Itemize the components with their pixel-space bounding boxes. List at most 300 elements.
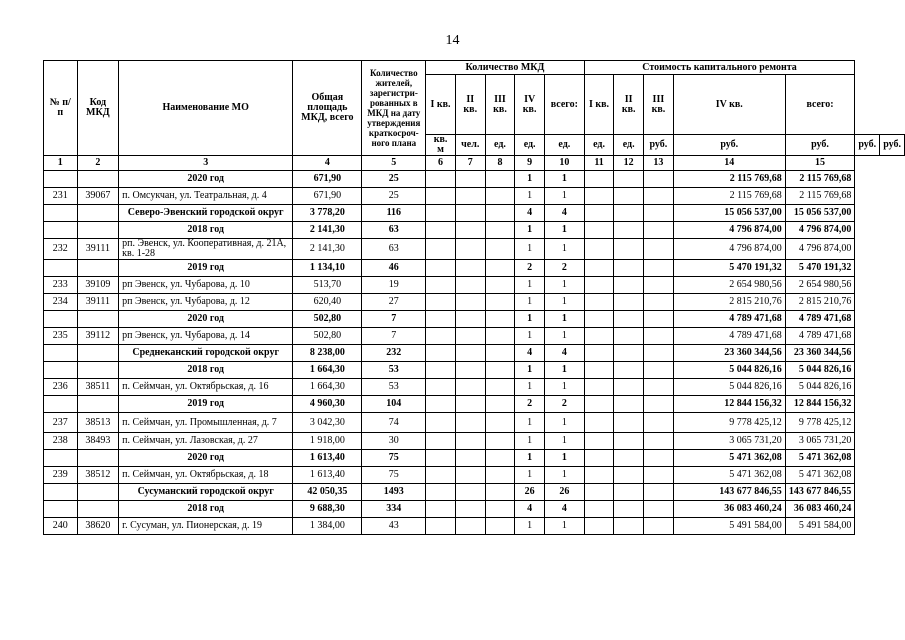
row-residents: 232 [362, 345, 426, 362]
table-row [44, 413, 905, 433]
column-number: 6 [426, 156, 456, 171]
cost-q1 [584, 379, 614, 396]
cost-q4: 143 677 846,55 [673, 484, 785, 501]
cost-q1 [584, 501, 614, 518]
count-q3 [485, 260, 515, 277]
unit-cell: ед. [584, 135, 614, 156]
unit-cell: ед. [544, 135, 584, 156]
cost-q4: 36 083 460,24 [673, 501, 785, 518]
count-total: 2 [544, 260, 584, 277]
cost-q2 [614, 362, 644, 379]
row-area: 3 042,30 [293, 413, 362, 433]
district-total-row [44, 205, 905, 222]
year-subtotal-row [44, 501, 905, 518]
row-area: 502,80 [293, 311, 362, 328]
table-row [44, 239, 905, 260]
year-label: 2018 год [119, 222, 293, 239]
unit-cell: руб. [644, 135, 674, 156]
cost-q3 [644, 484, 674, 501]
blank-cell [44, 260, 78, 277]
row-code: 39109 [77, 277, 119, 294]
row-residents: 104 [362, 396, 426, 413]
row-area: 2 141,30 [293, 222, 362, 239]
row-area: 671,90 [293, 188, 362, 205]
year-subtotal-row [44, 450, 905, 467]
count-total: 1 [544, 294, 584, 311]
capital-repair-table [43, 60, 905, 535]
count-q1 [426, 171, 456, 188]
table-row [44, 328, 905, 345]
blank-cell [77, 484, 119, 501]
cost-total: 5 044 826,16 [785, 362, 855, 379]
cost-q3 [644, 433, 674, 450]
cost-total: 36 083 460,24 [785, 501, 855, 518]
count-q3 [485, 413, 515, 433]
cost-q4: 2 654 980,56 [673, 277, 785, 294]
count-total: 1 [544, 277, 584, 294]
cost-q4: 2 815 210,76 [673, 294, 785, 311]
count-q3 [485, 328, 515, 345]
count-total: 26 [544, 484, 584, 501]
column-number: 8 [485, 156, 515, 171]
cost-q2 [614, 294, 644, 311]
row-residents: 63 [362, 239, 426, 260]
header-num: № п/п [44, 61, 78, 156]
count-q4: 26 [515, 484, 545, 501]
row-number: 233 [44, 277, 78, 294]
cost-q1 [584, 328, 614, 345]
count-q2 [455, 433, 485, 450]
row-area: 513,70 [293, 277, 362, 294]
unit-cell: чел. [455, 135, 485, 156]
cost-total: 23 360 344,56 [785, 345, 855, 362]
count-q3 [485, 433, 515, 450]
count-total: 2 [544, 396, 584, 413]
row-code: 38620 [77, 518, 119, 535]
cost-q4: 5 044 826,16 [673, 379, 785, 396]
count-q1 [426, 239, 456, 260]
count-q4: 1 [515, 518, 545, 535]
cost-total: 2 115 769,68 [785, 188, 855, 205]
blank-cell [77, 501, 119, 518]
cost-total: 5 044 826,16 [785, 379, 855, 396]
count-q1 [426, 311, 456, 328]
cost-q2 [614, 277, 644, 294]
row-area: 9 688,30 [293, 501, 362, 518]
row-residents: 7 [362, 311, 426, 328]
table-row [44, 467, 905, 484]
cost-total: 4 796 874,00 [785, 222, 855, 239]
row-name: п. Омсукчан, ул. Театральная, д. 4 [119, 188, 293, 205]
cost-total: 15 056 537,00 [785, 205, 855, 222]
count-total: 1 [544, 379, 584, 396]
cost-q2 [614, 222, 644, 239]
row-residents: 75 [362, 450, 426, 467]
blank-cell [77, 205, 119, 222]
blank-cell [44, 396, 78, 413]
count-q1 [426, 396, 456, 413]
row-area: 42 050,35 [293, 484, 362, 501]
unit-cell: руб. [785, 135, 855, 156]
header-count-total: всего: [544, 75, 584, 135]
column-number: 7 [455, 156, 485, 171]
count-q2 [455, 467, 485, 484]
count-q2 [455, 328, 485, 345]
row-area: 1 134,10 [293, 260, 362, 277]
year-label: 2018 год [119, 501, 293, 518]
header-count-q4: IV кв. [515, 75, 545, 135]
cost-q2 [614, 467, 644, 484]
cost-q4: 5 044 826,16 [673, 362, 785, 379]
count-q3 [485, 277, 515, 294]
blank-cell [44, 450, 78, 467]
cost-q4: 9 778 425,12 [673, 413, 785, 433]
count-q4: 1 [515, 294, 545, 311]
count-total: 1 [544, 188, 584, 205]
count-q3 [485, 222, 515, 239]
cost-total: 4 789 471,68 [785, 311, 855, 328]
row-area: 1 384,00 [293, 518, 362, 535]
count-q4: 1 [515, 379, 545, 396]
header-count-group: Количество МКД [426, 61, 585, 75]
blank-cell [44, 171, 78, 188]
count-q4: 2 [515, 260, 545, 277]
count-q1 [426, 501, 456, 518]
year-subtotal-row [44, 362, 905, 379]
row-area: 3 778,20 [293, 205, 362, 222]
cost-q4: 4 796 874,00 [673, 239, 785, 260]
unit-cell: руб. [855, 135, 880, 156]
row-number: 237 [44, 413, 78, 433]
cost-q3 [644, 311, 674, 328]
unit-cell: ед. [485, 135, 515, 156]
header-code: Код МКД [77, 61, 119, 156]
header-cost-total: всего: [785, 75, 855, 135]
cost-total: 12 844 156,32 [785, 396, 855, 413]
count-q2 [455, 239, 485, 260]
header-cost-group: Стоимость капитального ремонта [584, 61, 855, 75]
row-residents: 19 [362, 277, 426, 294]
row-residents: 30 [362, 433, 426, 450]
count-q1 [426, 450, 456, 467]
count-q3 [485, 239, 515, 260]
row-residents: 53 [362, 362, 426, 379]
row-area: 1 664,30 [293, 379, 362, 396]
count-total: 4 [544, 501, 584, 518]
row-name: г. Сусуман, ул. Пионерская, д. 19 [119, 518, 293, 535]
blank-cell [44, 222, 78, 239]
row-number: 240 [44, 518, 78, 535]
count-q4: 1 [515, 362, 545, 379]
column-number: 9 [515, 156, 545, 171]
cost-q2 [614, 260, 644, 277]
row-residents: 63 [362, 222, 426, 239]
district-total-row [44, 345, 905, 362]
cost-q1 [584, 518, 614, 535]
header-area: Общая площадь МКД, всего [293, 61, 362, 156]
cost-q1 [584, 188, 614, 205]
row-number: 236 [44, 379, 78, 396]
header-cost-q2: II кв. [614, 75, 644, 135]
row-number: 235 [44, 328, 78, 345]
blank-cell [77, 396, 119, 413]
cost-total: 143 677 846,55 [785, 484, 855, 501]
cost-total: 2 815 210,76 [785, 294, 855, 311]
cost-q3 [644, 205, 674, 222]
table-row [44, 433, 905, 450]
cost-q4: 2 115 769,68 [673, 188, 785, 205]
cost-q1 [584, 294, 614, 311]
cost-q4: 4 796 874,00 [673, 222, 785, 239]
count-q4: 1 [515, 171, 545, 188]
count-q1 [426, 277, 456, 294]
cost-q2 [614, 518, 644, 535]
table-row [44, 294, 905, 311]
cost-q3 [644, 222, 674, 239]
row-number: 238 [44, 433, 78, 450]
count-q4: 2 [515, 396, 545, 413]
count-q1 [426, 484, 456, 501]
cost-q1 [584, 345, 614, 362]
count-q4: 1 [515, 239, 545, 260]
count-q1 [426, 413, 456, 433]
blank-cell [44, 501, 78, 518]
count-total: 1 [544, 328, 584, 345]
count-total: 1 [544, 433, 584, 450]
row-area: 620,40 [293, 294, 362, 311]
row-residents: 27 [362, 294, 426, 311]
cost-q3 [644, 328, 674, 345]
cost-q1 [584, 484, 614, 501]
cost-q1 [584, 277, 614, 294]
cost-total: 5 471 362,08 [785, 467, 855, 484]
table-body [44, 171, 905, 535]
row-area: 1 664,30 [293, 362, 362, 379]
count-q2 [455, 345, 485, 362]
cost-q3 [644, 239, 674, 260]
column-number: 15 [785, 156, 855, 171]
header-residents: Количество жителей, зарегистри-рованных в МКД на дату утверждения краткосроч-ного плана [362, 61, 426, 156]
row-area: 2 141,30 [293, 239, 362, 260]
cost-q4: 2 115 769,68 [673, 171, 785, 188]
row-code: 38513 [77, 413, 119, 433]
cost-q2 [614, 484, 644, 501]
row-number: 234 [44, 294, 78, 311]
cost-q4: 15 056 537,00 [673, 205, 785, 222]
cost-q1 [584, 396, 614, 413]
row-code: 39067 [77, 188, 119, 205]
count-q1 [426, 345, 456, 362]
year-label: 2020 год [119, 171, 293, 188]
count-q4: 1 [515, 450, 545, 467]
cost-q3 [644, 294, 674, 311]
row-code: 38512 [77, 467, 119, 484]
count-q4: 1 [515, 311, 545, 328]
row-residents: 43 [362, 518, 426, 535]
cost-q4: 5 471 362,08 [673, 450, 785, 467]
count-total: 1 [544, 171, 584, 188]
count-q2 [455, 222, 485, 239]
cost-q3 [644, 450, 674, 467]
row-code: 39112 [77, 328, 119, 345]
cost-q2 [614, 413, 644, 433]
page-number: 14 [445, 33, 460, 48]
cost-q1 [584, 260, 614, 277]
count-total: 1 [544, 239, 584, 260]
year-label: 2019 год [119, 260, 293, 277]
header-cost-q3: III кв. [644, 75, 674, 135]
count-q3 [485, 294, 515, 311]
blank-cell [77, 222, 119, 239]
count-q1 [426, 518, 456, 535]
blank-cell [77, 171, 119, 188]
count-q3 [485, 171, 515, 188]
count-q2 [455, 501, 485, 518]
column-number: 5 [362, 156, 426, 171]
row-code: 38511 [77, 379, 119, 396]
cost-q1 [584, 171, 614, 188]
row-residents: 53 [362, 379, 426, 396]
year-label: 2020 год [119, 450, 293, 467]
count-total: 1 [544, 467, 584, 484]
row-number: 239 [44, 467, 78, 484]
count-q3 [485, 188, 515, 205]
count-q2 [455, 484, 485, 501]
blank-cell [44, 484, 78, 501]
count-q2 [455, 518, 485, 535]
cost-q4: 5 491 584,00 [673, 518, 785, 535]
cost-q3 [644, 188, 674, 205]
year-subtotal-row [44, 260, 905, 277]
blank-cell [77, 450, 119, 467]
count-total: 1 [544, 518, 584, 535]
count-q3 [485, 396, 515, 413]
district-name: Сусуманский городской округ [119, 484, 293, 501]
year-subtotal-row [44, 222, 905, 239]
year-subtotal-row [44, 171, 905, 188]
column-number: 4 [293, 156, 362, 171]
cost-q4: 3 065 731,20 [673, 433, 785, 450]
count-total: 4 [544, 205, 584, 222]
count-q4: 1 [515, 188, 545, 205]
cost-q2 [614, 239, 644, 260]
table-row [44, 277, 905, 294]
column-number: 3 [119, 156, 293, 171]
cost-q2 [614, 188, 644, 205]
row-name: рп Эвенск, ул. Чубарова, д. 12 [119, 294, 293, 311]
cost-q1 [584, 467, 614, 484]
row-name: п. Сеймчан, ул. Октябрьская, д. 16 [119, 379, 293, 396]
year-label: 2019 год [119, 396, 293, 413]
count-q1 [426, 260, 456, 277]
count-q4: 4 [515, 205, 545, 222]
unit-cell: ед. [614, 135, 644, 156]
count-q2 [455, 379, 485, 396]
cost-q1 [584, 311, 614, 328]
cost-total: 5 470 191,32 [785, 260, 855, 277]
row-residents: 334 [362, 501, 426, 518]
count-q2 [455, 294, 485, 311]
count-total: 1 [544, 222, 584, 239]
cost-q1 [584, 413, 614, 433]
cost-q4: 4 789 471,68 [673, 311, 785, 328]
count-q2 [455, 277, 485, 294]
row-name: п. Сеймчан, ул. Лазовская, д. 27 [119, 433, 293, 450]
header-count-q2: II кв. [455, 75, 485, 135]
header-count-q1: I кв. [426, 75, 456, 135]
count-q3 [485, 467, 515, 484]
count-q1 [426, 379, 456, 396]
table-row [44, 518, 905, 535]
count-q3 [485, 362, 515, 379]
count-q3 [485, 501, 515, 518]
count-q1 [426, 294, 456, 311]
cost-q3 [644, 501, 674, 518]
cost-q4: 5 471 362,08 [673, 467, 785, 484]
cost-q3 [644, 379, 674, 396]
cost-q2 [614, 396, 644, 413]
cost-q3 [644, 345, 674, 362]
column-number: 10 [544, 156, 584, 171]
cost-q2 [614, 171, 644, 188]
cost-q3 [644, 362, 674, 379]
blank-cell [77, 345, 119, 362]
cost-q3 [644, 171, 674, 188]
count-q3 [485, 205, 515, 222]
row-number: 231 [44, 188, 78, 205]
count-q3 [485, 518, 515, 535]
count-q1 [426, 328, 456, 345]
row-residents: 74 [362, 413, 426, 433]
row-code: 39111 [77, 239, 119, 260]
unit-cell: руб. [880, 135, 905, 156]
column-number: 1 [44, 156, 78, 171]
row-residents: 1493 [362, 484, 426, 501]
count-q4: 1 [515, 277, 545, 294]
row-area: 4 960,30 [293, 396, 362, 413]
table-row [44, 379, 905, 396]
year-subtotal-row [44, 311, 905, 328]
blank-cell [44, 205, 78, 222]
count-total: 1 [544, 311, 584, 328]
unit-cell: кв. м [426, 135, 456, 156]
count-q1 [426, 362, 456, 379]
row-residents: 116 [362, 205, 426, 222]
count-q2 [455, 188, 485, 205]
blank-cell [77, 311, 119, 328]
cost-q2 [614, 328, 644, 345]
count-total: 4 [544, 345, 584, 362]
count-q1 [426, 205, 456, 222]
blank-cell [77, 362, 119, 379]
row-area: 8 238,00 [293, 345, 362, 362]
blank-cell [44, 311, 78, 328]
header-cost-q1: I кв. [584, 75, 614, 135]
cost-q2 [614, 450, 644, 467]
row-area: 502,80 [293, 328, 362, 345]
cost-q4: 12 844 156,32 [673, 396, 785, 413]
count-q1 [426, 433, 456, 450]
cost-total: 2 654 980,56 [785, 277, 855, 294]
count-total: 1 [544, 413, 584, 433]
count-q3 [485, 345, 515, 362]
count-q2 [455, 413, 485, 433]
cost-q1 [584, 450, 614, 467]
unit-cell: ед. [515, 135, 545, 156]
count-q3 [485, 450, 515, 467]
cost-total: 4 796 874,00 [785, 239, 855, 260]
row-area: 1 918,00 [293, 433, 362, 450]
